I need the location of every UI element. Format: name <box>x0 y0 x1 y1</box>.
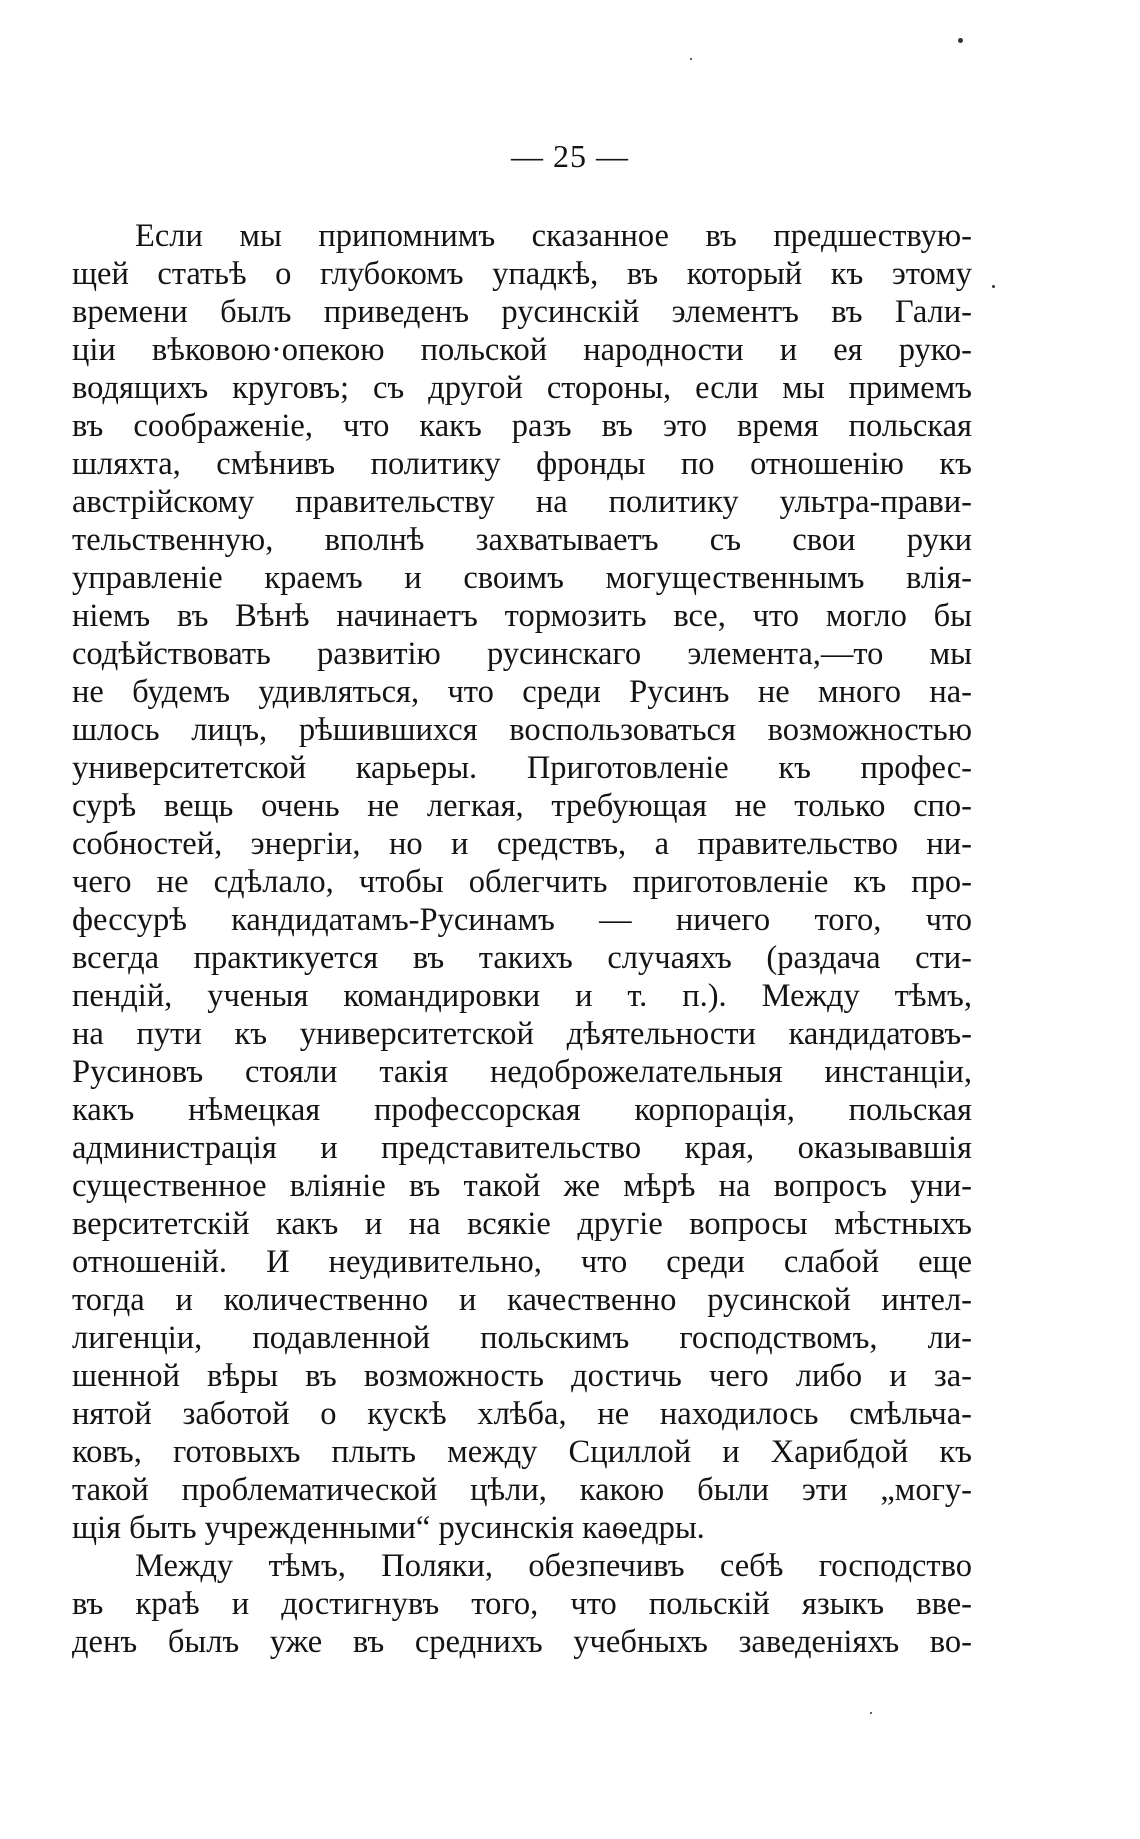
text-line: Между тѣмъ, Поляки, обезпечивъ себѣ господство <box>135 1548 972 1584</box>
text-line: тельственную, вполнѣ захватываетъ съ свои руки <box>72 522 972 558</box>
text-line: отношеній. И неудивительно, что среди слабой еще <box>72 1244 972 1280</box>
page-number: — 25 — <box>511 138 629 174</box>
text-line: щей статьѣ о глубокомъ упадкѣ, въ который къ этому <box>72 256 972 292</box>
text-line: управленіе краемъ и своимъ могущественнымъ влія- <box>72 560 972 596</box>
text-line: шенной вѣры въ возможность достичь чего либо и за- <box>72 1358 972 1394</box>
text-line: администрація и представительство края, оказывавшія <box>72 1130 972 1166</box>
text-line: ціи вѣковою·опекою польской народности и ея руко- <box>72 332 972 368</box>
text-line: ковъ, готовыхъ плыть между Сциллой и Харибдой къ <box>72 1434 972 1470</box>
text-line: въ соображеніе, что какъ разъ въ это время польская <box>72 408 972 444</box>
text-line: существенное вліяніе въ такой же мѣрѣ на вопросъ уни- <box>72 1168 972 1204</box>
text-line: содѣйствовать развитію русинскаго элемента,—то мы <box>72 636 972 672</box>
text-line: лигенціи, подавленной польскимъ господствомъ, ли- <box>72 1320 972 1356</box>
text-line: пендій, ученыя командировки и т. п.). Между тѣмъ, <box>72 978 972 1014</box>
text-line: какъ нѣмецкая профессорская корпорація, польская <box>72 1092 972 1128</box>
text-line: австрійскому правительству на политику ультра-прави- <box>72 484 972 520</box>
text-line: Если мы припомнимъ сказанное въ предшествую- <box>135 218 972 254</box>
text-line: верситетскій какъ и на всякіе другіе вопросы мѣстныхъ <box>72 1206 972 1242</box>
text-line: такой проблематической цѣли, какою были эти „могу- <box>72 1472 972 1508</box>
text-line: университетской карьеры. Приготовленіе къ профес- <box>72 750 972 786</box>
text-line: времени былъ приведенъ русинскій элементъ въ Гали- <box>72 294 972 330</box>
text-line: шляхта, смѣнивъ политику фронды по отношенію къ <box>72 446 972 482</box>
text-line: тогда и количественно и качественно русинской интел- <box>72 1282 972 1318</box>
scan-speck <box>870 1712 872 1714</box>
text-line: чего не сдѣлало, чтобы облегчить приготовленіе къ про- <box>72 864 972 900</box>
text-line: ніемъ въ Вѣнѣ начинаетъ тормозить все, что могло бы <box>72 598 972 634</box>
scan-speck <box>690 58 692 60</box>
text-line: шлось лицъ, рѣшившихся воспользоваться возможностью <box>72 712 972 748</box>
text-line: водящихъ круговъ; съ другой стороны, если мы примемъ <box>72 370 972 406</box>
text-line: всегда практикуется въ такихъ случаяхъ (раздача сти- <box>72 940 972 976</box>
text-line: фессурѣ кандидатамъ-Русинамъ — ничего того, что <box>72 902 972 938</box>
text-line: нятой заботой о кускѣ хлѣба, не находилось смѣльча- <box>72 1396 972 1432</box>
text-line: въ краѣ и достигнувъ того, что польскій языкъ вве- <box>72 1586 972 1622</box>
text-line: собностей, энергіи, но и средствъ, а правительство ни- <box>72 826 972 862</box>
text-line: Русиновъ стояли такія недоброжелательныя инстанціи, <box>72 1054 972 1090</box>
text-line: щія быть учрежденными“ русинскія каѳедры. <box>72 1510 705 1546</box>
text-line: на пути къ университетской дѣятельности кандидатовъ- <box>72 1016 972 1052</box>
text-line: не будемъ удивляться, что среди Русинъ не много на- <box>72 674 972 710</box>
scan-speck <box>992 285 995 288</box>
text-line: денъ былъ уже въ среднихъ учебныхъ заведеніяхъ во- <box>72 1624 972 1660</box>
scan-speck <box>958 38 963 43</box>
text-line: сурѣ вещь очень не легкая, требующая не только спо- <box>72 788 972 824</box>
